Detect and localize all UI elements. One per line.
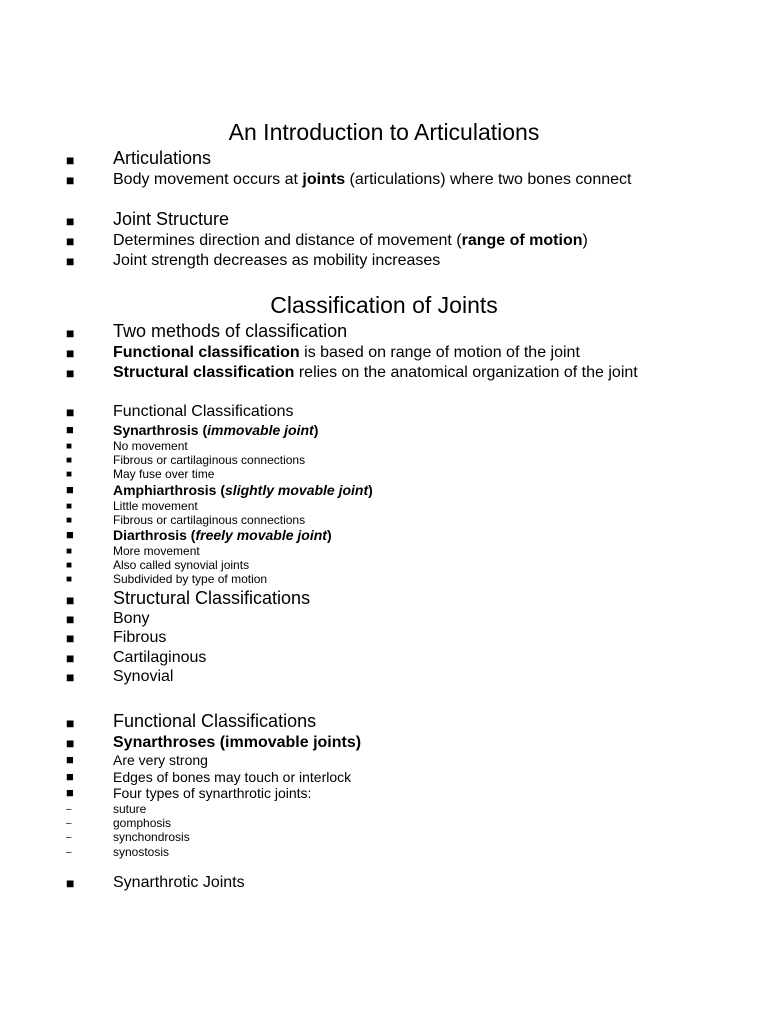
bullet-icon: ■ (66, 213, 75, 229)
text-segment: is based on range of motion of the joint (299, 344, 580, 361)
item-text: Cartilaginous (113, 649, 207, 666)
text-segment: ) (368, 482, 373, 498)
bullet-icon: ■ (66, 365, 75, 381)
bullet-icon: ■ (66, 441, 73, 452)
dash-icon: – (66, 804, 72, 815)
text-segment: relies on the anatomical organization of the joint (294, 364, 638, 381)
item-text: Joint Structure (113, 209, 230, 229)
bullet-icon: ■ (66, 152, 75, 168)
item-text: No movement (113, 439, 188, 453)
bullet-icon: ■ (66, 422, 74, 437)
item-text: More movement (113, 544, 200, 558)
bullet-icon: ■ (66, 253, 75, 269)
section-title-articulations: An Introduction to Articulations (228, 119, 540, 145)
item-text: Fibrous (113, 629, 167, 646)
item-text: Four types of synarthrotic joints: (113, 785, 312, 801)
item-text: Functional Classifications (113, 403, 294, 420)
bullet-icon: ■ (66, 233, 75, 249)
bullet-icon: ■ (66, 560, 73, 571)
item-text: Synovial (113, 668, 174, 685)
bullet-icon: ■ (66, 735, 75, 751)
text-segment: ) (313, 422, 319, 438)
section-title-classification: Classification of Joints (270, 292, 498, 318)
dash-icon: – (66, 832, 72, 843)
bullet-icon: ■ (66, 527, 74, 542)
item-text (113, 482, 673, 498)
dash-icon: – (66, 818, 72, 829)
bullet-icon: ■ (66, 469, 73, 480)
item-text (113, 170, 633, 189)
item-text: Functional Classifications (113, 711, 317, 731)
bullet-icon: ■ (66, 650, 75, 666)
item-text (113, 231, 673, 250)
item-text: Are very strong (113, 752, 208, 768)
text-segment: (articulations) where two bones connect (345, 171, 632, 188)
italic-term: immovable joint (207, 422, 314, 438)
bullet-icon: ■ (66, 345, 75, 361)
bullet-icon: ■ (66, 785, 74, 800)
text-segment: ) (326, 527, 332, 543)
bullet-icon: ■ (66, 482, 74, 497)
item-text: Articulations (113, 148, 212, 168)
dash-icon: – (66, 847, 72, 858)
item-text: Bony (113, 610, 150, 627)
item-text: Fibrous or cartilaginous connections (113, 513, 306, 527)
bullet-icon: ■ (66, 574, 73, 585)
text-segment: Body movement occurs at (113, 171, 303, 188)
item-text (113, 422, 673, 438)
bullet-icon: ■ (66, 769, 74, 784)
bullet-icon: ■ (66, 455, 73, 466)
bold-term: joints (302, 171, 346, 188)
bullet-icon: ■ (66, 875, 75, 891)
bullet-icon: ■ (66, 404, 75, 420)
item-text: Also called synovial joints (113, 558, 250, 572)
item-text: Edges of bones may touch or interlock (113, 769, 352, 785)
item-text: Synarthroses (immovable joints) (113, 734, 362, 751)
text-segment: Synarthrosis ( (113, 422, 208, 438)
item-text: Two methods of classification (113, 321, 348, 341)
italic-term: freely movable joint (195, 527, 327, 543)
item-text: suture (113, 802, 147, 816)
bullet-icon: ■ (66, 546, 73, 557)
bullet-icon: ■ (66, 592, 75, 608)
item-text (113, 363, 661, 382)
bold-term: Structural classification (113, 364, 295, 381)
bullet-icon: ■ (66, 669, 75, 685)
italic-term: slightly movable joint (225, 482, 369, 498)
item-text: May fuse over time (113, 467, 215, 481)
item-text: Little movement (113, 499, 198, 513)
item-text: synostosis (113, 845, 170, 859)
text-segment: Diarthrosis ( (113, 527, 196, 543)
item-text: Synarthrotic Joints (113, 874, 245, 891)
text-segment: Determines direction and distance of movement ( (113, 232, 462, 249)
item-text (113, 343, 673, 362)
item-text: Structural Classifications (113, 588, 311, 608)
text-segment: Amphiarthrosis ( (113, 482, 226, 498)
item-text: Subdivided by type of motion (113, 572, 268, 586)
bullet-icon: ■ (66, 515, 73, 526)
bullet-icon: ■ (66, 715, 75, 731)
bullet-icon: ■ (66, 752, 74, 767)
item-text: gomphosis (113, 816, 172, 830)
bold-term: Functional classification (113, 344, 300, 361)
item-text: Joint strength decreases as mobility increases (113, 252, 441, 269)
text-segment: ) (582, 232, 588, 249)
item-text: Fibrous or cartilaginous connections (113, 453, 306, 467)
bullet-icon: ■ (66, 611, 75, 627)
bullet-icon: ■ (66, 630, 75, 646)
bold-term: range of motion (461, 232, 583, 249)
bullet-icon: ■ (66, 325, 75, 341)
bullet-icon: ■ (66, 172, 75, 188)
item-text: synchondrosis (113, 830, 190, 844)
item-text (113, 527, 673, 543)
bullet-icon: ■ (66, 501, 73, 512)
